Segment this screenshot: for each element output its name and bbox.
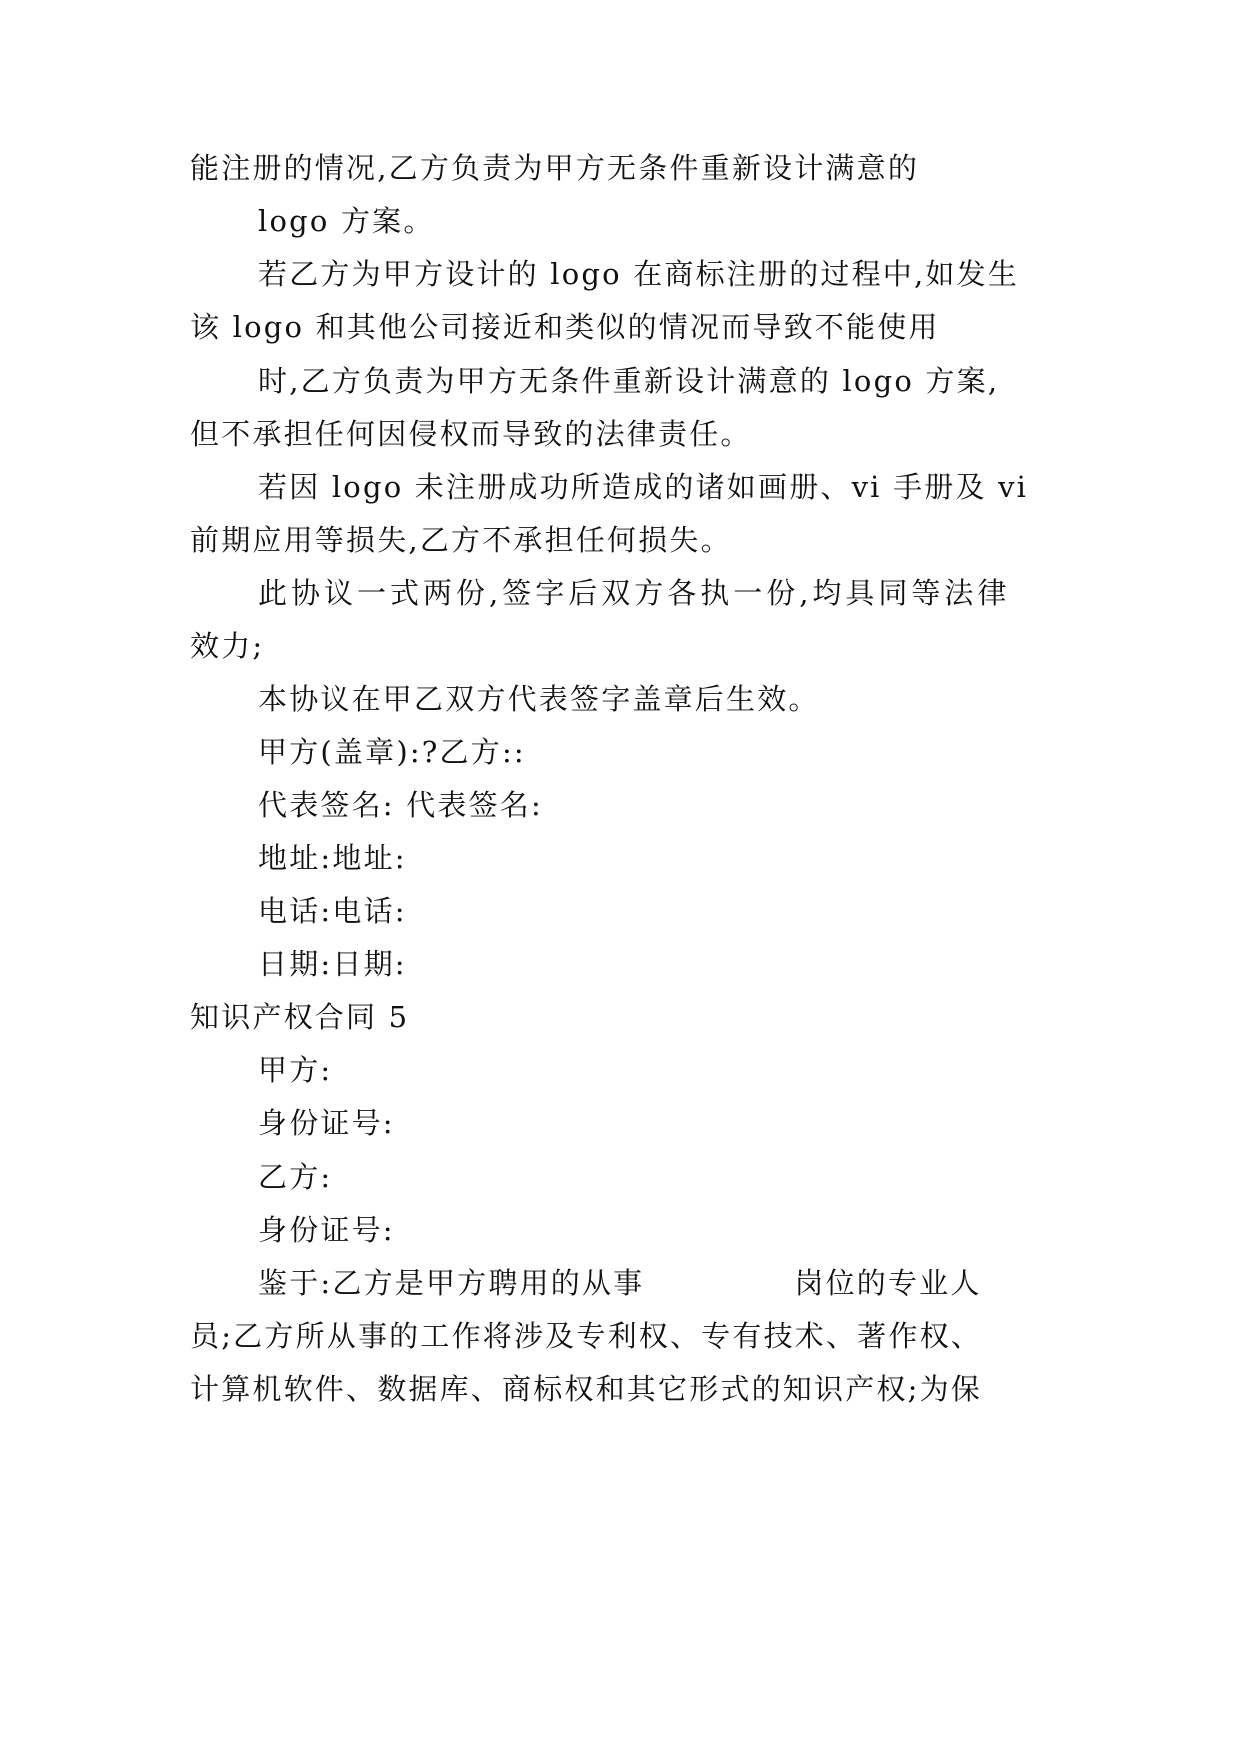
party-line: 身份证号: [258,1213,395,1247]
signature-line: 代表签名: 代表签名: [258,788,543,822]
paragraph-line: 能注册的情况,乙方负责为甲方无条件重新设计满意的 [190,151,920,185]
paragraph-text: 鉴于:乙方是甲方聘用的从事 [258,1266,645,1300]
signature-line: 地址:地址: [258,841,407,875]
paragraph-line: 本协议在甲乙双方代表签字盖章后生效。 [258,682,820,716]
signature-line: 电话:电话: [258,894,407,928]
paragraph-line [258,1265,982,1301]
paragraph-line: logo 方案。 [258,204,435,238]
paragraph-line: 但不承担任何因侵权而导致的法律责任。 [190,417,752,451]
paragraph-line: 若乙方为甲方设计的 logo 在商标注册的过程中,如发生 [258,257,1020,291]
party-line: 乙方: [258,1160,333,1194]
paragraph-line: 此协议一式两份,签字后双方各执一份,均具同等法律 [258,576,1011,610]
paragraph-line: 若因 logo 未注册成功所造成的诸如画册、vi 手册及 vi [258,470,1029,504]
paragraph-line: 前期应用等损失,乙方不承担任何损失。 [190,523,732,557]
party-line: 身份证号: [258,1106,395,1140]
signature-line: 日期:日期: [258,947,407,981]
signature-line: 甲方(盖章):?乙方:: [258,735,526,769]
paragraph-line: 效力; [190,629,265,663]
paragraph-line: 时,乙方负责为甲方无条件重新设计满意的 logo 方案, [258,364,1000,398]
section-title: 知识产权合同 5 [190,1000,410,1034]
paragraph-line: 该 logo 和其他公司接近和类似的情况而导致不能使用 [190,310,940,344]
paragraph-line: 员;乙方所从事的工作将涉及专利权、专有技术、著作权、 [190,1319,982,1353]
party-line: 甲方: [258,1053,333,1087]
paragraph-text: 岗位的专业人 [794,1266,982,1300]
paragraph-line: 计算机软件、数据库、商标权和其它形式的知识产权;为保 [190,1372,982,1406]
